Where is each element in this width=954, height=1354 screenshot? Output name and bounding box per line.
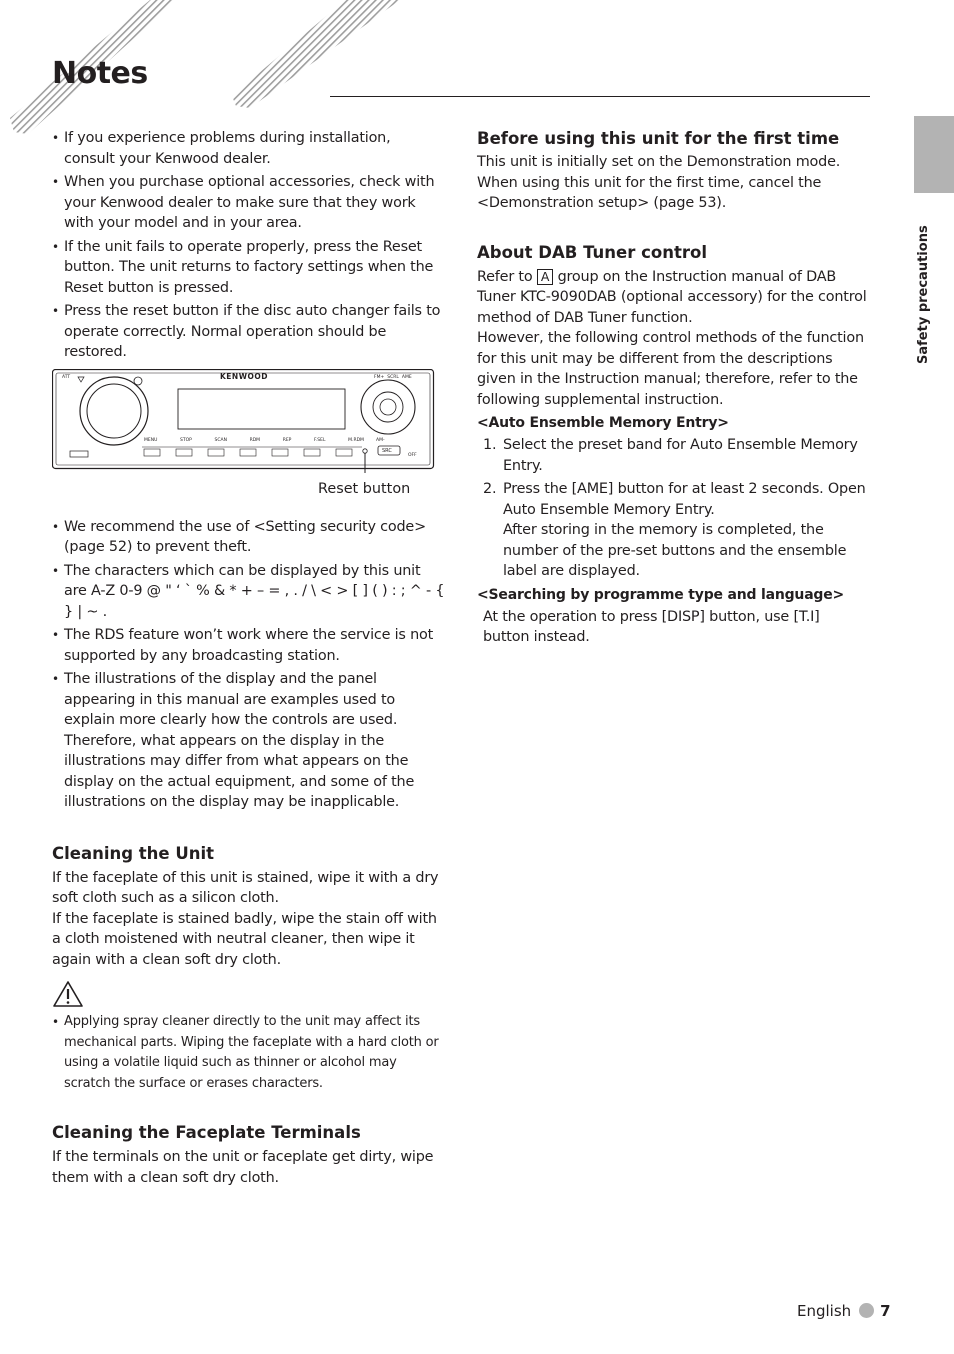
footer-dot-icon [859,1303,874,1318]
button-label: SCAN [214,437,227,443]
footer-language: English [797,1302,852,1320]
dab-heading: About DAB Tuner control [477,242,707,262]
list-item [477,479,869,582]
button-label: STOP [180,437,192,443]
step-number: 2. [483,481,497,497]
att-label: ATT [62,374,71,380]
step-text: Press the [AME] button for at least 2 seconds. Open Auto Ensemble Memory Entry. [503,481,866,518]
list-item: • The illustrations of the display and the panel appearing in this manual are examples used to explain more clearly how the controls are used. Therefore, what appears on the display in the illustrations may differ from what appears on the display on the actual equipment, and some of the illustrations on the display may be inapplicable. [52,669,445,813]
list-item: • If the unit fails to operate properly, press the Reset button. The unit returns to factory settings when the Reset button is pressed. [52,237,445,299]
first-time-heading: Before using this unit for the first time [477,129,840,148]
cleaning-unit-heading: Cleaning the Unit [52,843,215,863]
fm-label: FM+ [374,374,385,380]
list-item: • The characters which can be displayed by this unit are A-Z 0-9 @ " ‘ ` % & * + – = , . / \ < > [ ] ( ) : ; ^ - { } | ~ . [52,561,445,623]
list-item: • If you experience problems during installation, consult your Kenwood dealer. [52,128,445,169]
brand-logo: KENWOOD [220,371,268,381]
list-item: • Press the reset button if the disc auto changer fails to operate correctly. Normal operation should be restored. [52,301,445,363]
caution-list [52,1012,445,1094]
button-label: F.SEL [314,437,326,443]
list-item [477,435,869,476]
caution-item: • Applying spray cleaner directly to the unit may affect its mechanical parts. Wiping the faceplate with a hard cloth or using a volatile liquid such as thinner or alcohol may scratch the surface or erases characters. [52,1012,445,1094]
ame-steps [477,435,869,582]
list-item: • We recommend the use of <Setting security code> (page 52) to prevent theft. [52,517,445,558]
button-label: MENU [144,437,158,443]
dab-refer-rest: group on the Instruction manual of DAB Tuner KTC-9090DAB (optional accessory) for the control method of DAB Tuner function. [477,268,867,326]
button-label: RDM [249,437,261,443]
list-item: • The RDS feature won’t work where the service is not supported by any broadcasting station. [52,625,445,666]
notes-list-1 [52,128,445,363]
src-label: SRC [382,447,392,454]
scrl-label: SCRL [387,374,399,380]
button-label: REP [282,437,292,443]
warning-icon [52,980,84,1008]
ame-label: AME [401,374,412,380]
title-rule [330,96,870,97]
side-tab [914,116,954,193]
step-text: Select the preset band for Auto Ensemble Memory Entry. [503,437,858,474]
side-section-label: Safety precautions [916,225,931,364]
search-body: At the operation to press [DISP] button, use [T.I] button instead. [483,608,820,645]
list-item: • When you purchase optional accessories, check with your Kenwood dealer to make sure that they work with your model and in your area. [52,172,445,234]
left-column [52,128,445,1188]
button-label: M.RDM [348,437,364,443]
page-title: Notes [52,56,148,91]
right-column [477,128,869,648]
step-extra: After storing in the memory is completed, the number of the pre-set buttons and the ensemble label are displayed. [503,522,847,579]
reset-button-caption: Reset button [318,480,411,497]
dab-however: However, the following control methods of the function for this unit may be different from the descriptions given in the Instruction manual; therefore, refer to the following supplemental instruction. [477,330,864,408]
group-a-box: A [537,269,553,285]
first-time-body: This unit is initially set on the Demonstration mode. When using this unit for the first time, cancel the <Demonstration setup> (page 53). [477,154,841,211]
search-heading: <Searching by programme type and language> [477,586,845,603]
page-footer [797,1302,891,1320]
head-unit-figure [52,369,436,509]
off-label: OFF [408,452,417,458]
page-number: 7 [880,1302,891,1320]
cleaning-unit-paragraph: If the faceplate is stained badly, wipe the stain off with a cloth moistened with neutral cleaner, then wipe it again with a clean soft dry cloth. [52,910,437,968]
notes-list-2 [52,517,445,813]
step-number: 1. [483,437,497,453]
dab-refer-paragraph [477,267,869,329]
cleaning-unit-paragraph: If the faceplate of this unit is stained, wipe it with a dry soft cloth such as a silicon cloth. [52,869,439,906]
cleaning-terminals-body: If the terminals on the unit or faceplate get dirty, wipe them with a clean soft dry cloth. [52,1149,434,1186]
am-label: AM- [376,437,385,443]
head-unit-illustration [52,369,436,473]
dab-refer-prefix: Refer to [477,268,533,285]
cleaning-terminals-heading: Cleaning the Faceplate Terminals [52,1123,361,1142]
ame-heading: <Auto Ensemble Memory Entry> [477,415,729,431]
